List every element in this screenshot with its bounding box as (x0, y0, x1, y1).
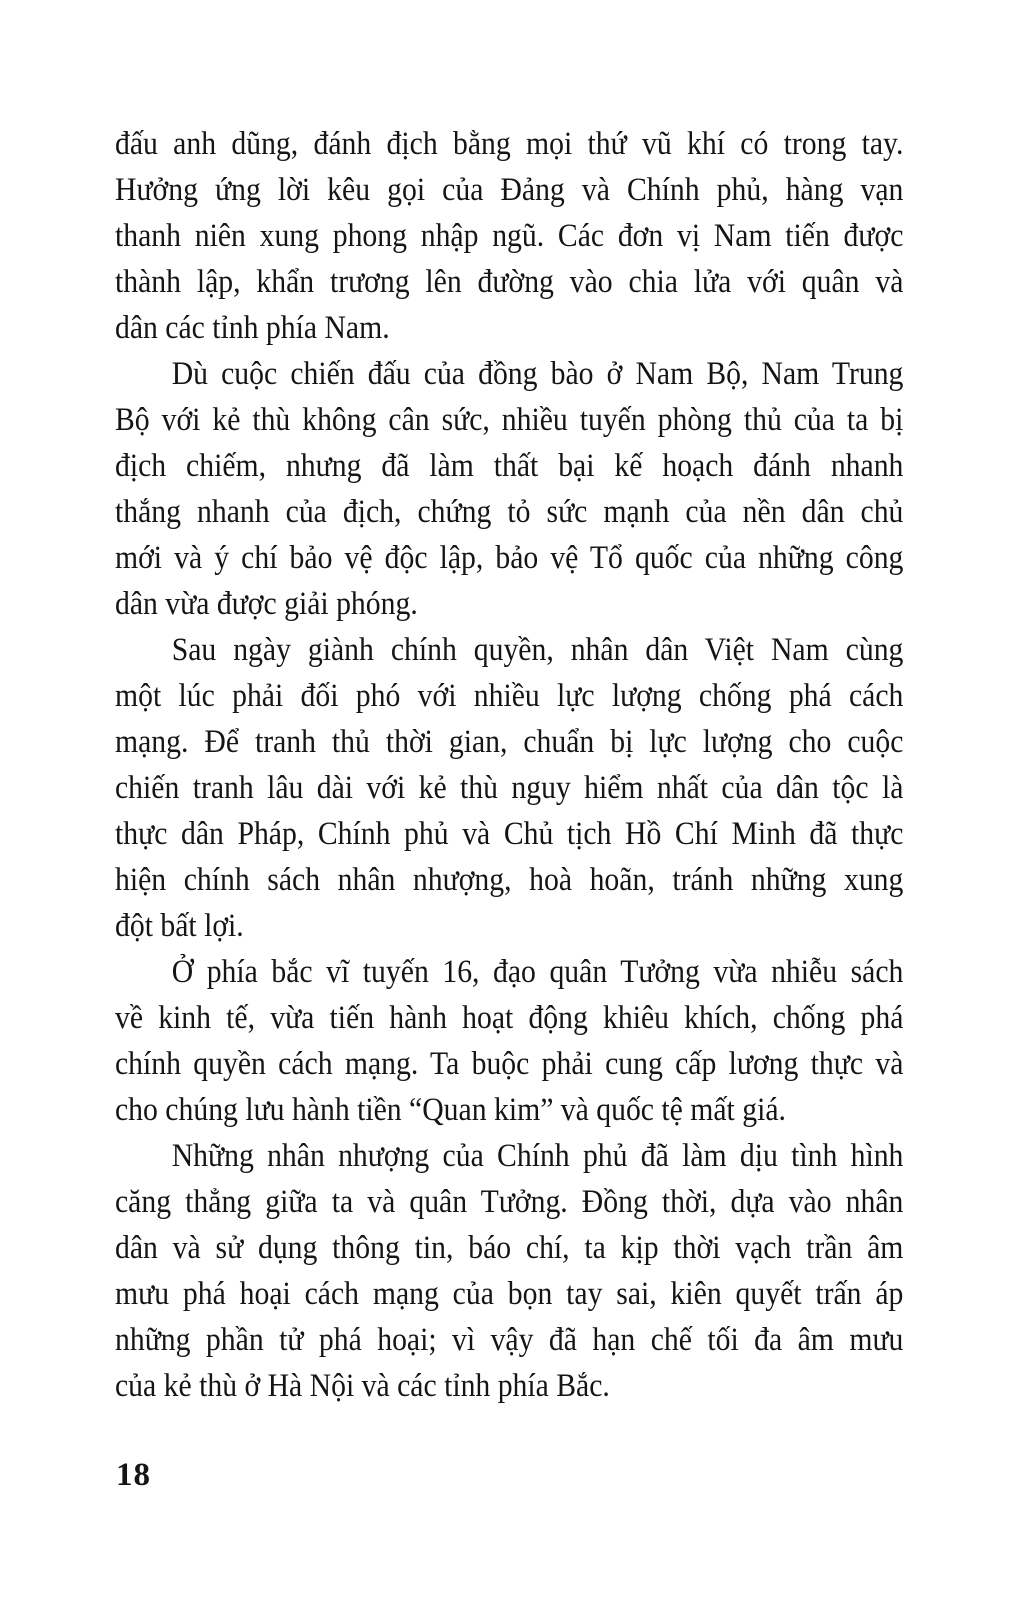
text-line: cho chúng lưu hành tiền “Quan kim” và quốc tệ mất giá. (115, 1092, 786, 1128)
text-line: thực dân Pháp, Chính phủ và Chủ tịch Hồ Chí Minh đã thực (115, 816, 904, 852)
paragraph (115, 949, 903, 1133)
text-line: dân và sử dụng thông tin, báo chí, ta kịp thời vạch trần âm (115, 1230, 904, 1266)
text-line: chính quyền cách mạng. Ta buộc phải cung cấp lương thực và (115, 1046, 904, 1082)
text-line: chiến tranh lâu dài với kẻ thù nguy hiểm nhất của dân tộc là (115, 770, 904, 806)
body-text (115, 121, 903, 1409)
page-number: 18 (116, 1457, 151, 1493)
paragraph (115, 121, 903, 351)
text-line: đột bất lợi. (115, 908, 244, 944)
text-line: hiện chính sách nhân nhượng, hoà hoãn, tránh những xung (115, 862, 904, 898)
text-line: một lúc phải đối phó với nhiều lực lượng chống phá cách (115, 678, 904, 714)
text-line: của kẻ thù ở Hà Nội và các tỉnh phía Bắc. (115, 1368, 610, 1404)
text-line: thanh niên xung phong nhập ngũ. Các đơn vị Nam tiến được (115, 218, 904, 254)
text-line: mới và ý chí bảo vệ độc lập, bảo vệ Tổ quốc của những công (115, 540, 904, 576)
text-line: Ở phía bắc vĩ tuyến 16, đạo quân Tưởng vừa nhiễu sách (171, 954, 904, 990)
text-line: về kinh tế, vừa tiến hành hoạt động khiêu khích, chống phá (115, 1000, 904, 1036)
text-line: thành lập, khẩn trương lên đường vào chia lửa với quân và (115, 264, 904, 300)
text-line: mạng. Để tranh thủ thời gian, chuẩn bị lực lượng cho cuộc (115, 724, 904, 760)
text-line: dân vừa được giải phóng. (115, 586, 418, 622)
text-line: Những nhân nhượng của Chính phủ đã làm dịu tình hình (171, 1138, 904, 1174)
text-line: đấu anh dũng, đánh địch bằng mọi thứ vũ khí có trong tay. (115, 126, 904, 162)
text-line: Hưởng ứng lời kêu gọi của Đảng và Chính phủ, hàng vạn (115, 172, 904, 208)
text-line: thắng nhanh của địch, chứng tỏ sức mạnh của nền dân chủ (115, 494, 904, 530)
text-line: địch chiếm, nhưng đã làm thất bại kế hoạch đánh nhanh (115, 448, 904, 484)
text-line: mưu phá hoại cách mạng của bọn tay sai, kiên quyết trấn áp (115, 1276, 904, 1312)
paragraph (115, 351, 903, 627)
text-line: những phần tử phá hoại; vì vậy đã hạn chế tối đa âm mưu (115, 1322, 904, 1358)
text-line: Sau ngày giành chính quyền, nhân dân Việt Nam cùng (171, 632, 904, 668)
text-line: dân các tỉnh phía Nam. (115, 310, 390, 346)
paragraph (115, 1133, 903, 1409)
text-line: căng thẳng giữa ta và quân Tưởng. Đồng thời, dựa vào nhân (115, 1184, 904, 1220)
paragraph (115, 627, 903, 949)
text-line: Bộ với kẻ thù không cân sức, nhiều tuyến phòng thủ của ta bị (115, 402, 904, 438)
text-line: Dù cuộc chiến đấu của đồng bào ở Nam Bộ, Nam Trung (171, 356, 904, 392)
